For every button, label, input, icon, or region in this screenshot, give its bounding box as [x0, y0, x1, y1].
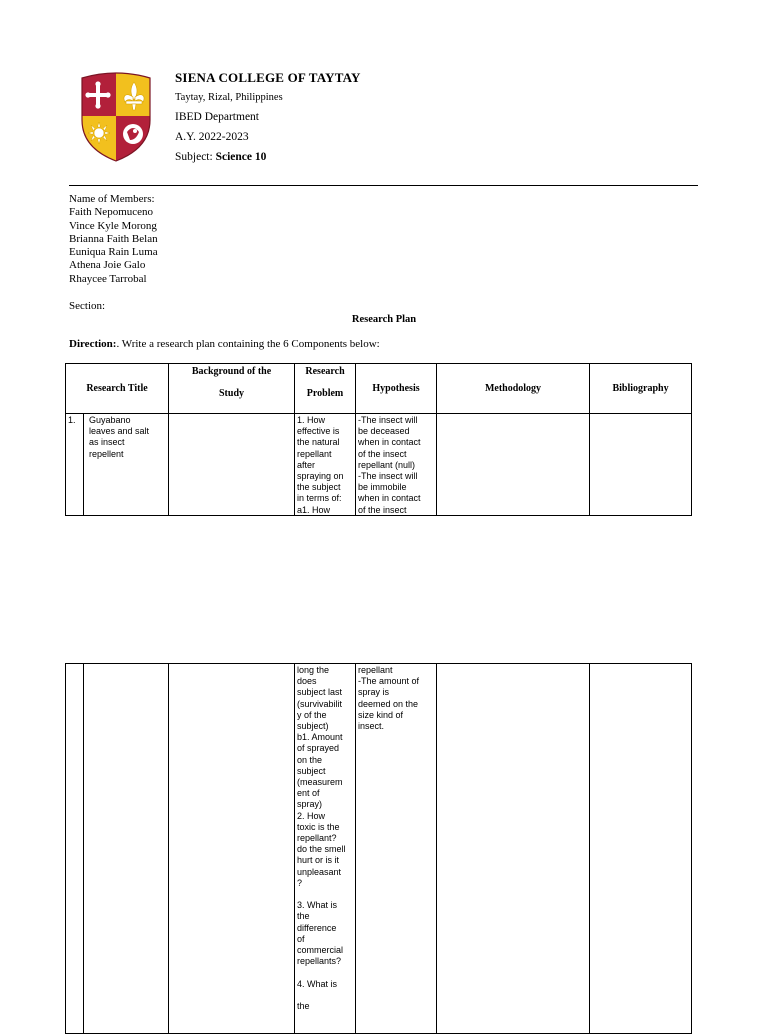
- cell-hypothesis: [356, 414, 437, 516]
- section-label: Section:: [69, 300, 106, 312]
- members-label: Name of Members:: [69, 193, 155, 205]
- cell-background: [169, 414, 295, 516]
- header-research-title: Research Title: [66, 364, 169, 414]
- cell-bibliography-continued: [590, 664, 692, 1034]
- research-problem-text: 1. How effective is the natural repellant after spraying on the subject in terms of: a1. How: [297, 415, 344, 514]
- hypothesis-text-continued: repellant -The amount of spray is deemed on the size kind of insect.: [358, 665, 420, 732]
- member-name: Brianna Faith Belan: [69, 232, 158, 245]
- member-name: Rhaycee Tarrobal: [69, 272, 147, 285]
- header-research-problem: Research Problem: [295, 364, 356, 414]
- cell-methodology-continued: [437, 664, 590, 1034]
- member-name: Faith Nepomuceno: [69, 206, 154, 219]
- row-number-continued: [66, 664, 84, 1034]
- cell-research-title-continued: [84, 664, 169, 1034]
- school-crest-logo: [80, 70, 152, 162]
- header-bibliography: Bibliography: [590, 364, 692, 414]
- direction-text: . Write a research plan containing the 6 Components below:: [116, 338, 380, 350]
- cell-research-problem: [295, 414, 356, 516]
- research-plan-table-continued: [65, 663, 692, 1034]
- subject-value: Science 10: [215, 151, 267, 163]
- cell-bibliography: [590, 414, 692, 516]
- member-name: Athena Joie Galo: [69, 259, 146, 272]
- header-background: Background of the Study: [169, 364, 295, 414]
- hypothesis-text: -The insect will be deceased when in contact of the insect repellant (null) -The insect will be immobile when in contact of the insect: [358, 415, 421, 514]
- header-methodology: Methodology: [437, 364, 590, 414]
- school-address: Taytay, Rizal, Philippines: [175, 92, 283, 103]
- header-divider: [69, 185, 698, 186]
- row-number: 1.: [66, 414, 84, 516]
- direction-label: Direction:: [69, 338, 117, 350]
- subject-label: Subject:: [175, 151, 216, 163]
- subject-line: [175, 150, 266, 164]
- members-list: [69, 193, 158, 286]
- cell-methodology: [437, 414, 590, 516]
- academic-year: A.Y. 2022-2023: [175, 131, 249, 143]
- cell-research-problem-continued: [295, 664, 356, 1034]
- school-name: SIENA COLLEGE OF TAYTAY: [175, 70, 361, 85]
- plan-title: Research Plan: [351, 314, 417, 325]
- cell-background-continued: [169, 664, 295, 1034]
- research-plan-table: [65, 363, 692, 516]
- cell-research-title: Guyabano leaves and salt as insect repellent: [84, 414, 169, 516]
- department: IBED Department: [175, 111, 259, 123]
- research-problem-text-continued: long the does subject last (survivabilit y of the subject) b1. Amount of sprayed on the subject (measurem ent of spray) 2. How toxic is the repellant? do the smell hurt or is it unpleasant ? 3. What is the difference of commercial repellants? 4. What is the: [297, 665, 346, 1012]
- member-name: Vince Kyle Morong: [69, 219, 157, 232]
- header-hypothesis: Hypothesis: [356, 364, 437, 414]
- direction-line: [69, 338, 380, 350]
- member-name: Euniqua Rain Luma: [69, 246, 158, 259]
- cell-hypothesis-continued: [356, 664, 437, 1034]
